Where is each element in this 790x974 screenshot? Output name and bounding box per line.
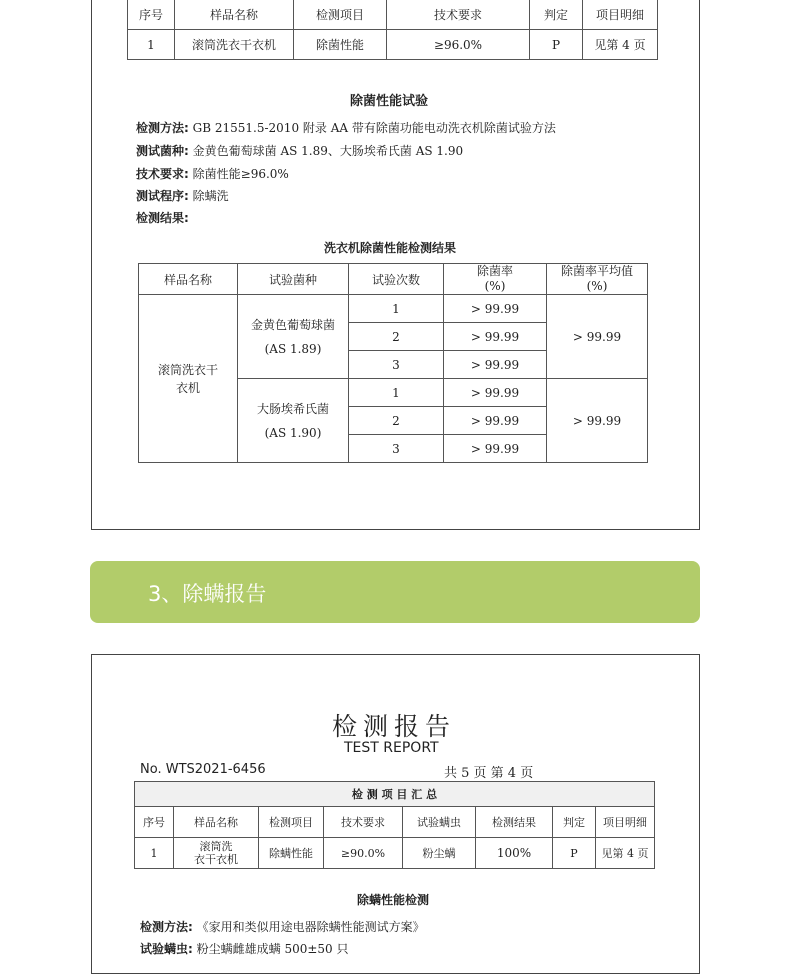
table-header: 技术要求 xyxy=(324,807,403,838)
table-cell: 滚筒洗衣干衣机 xyxy=(175,30,294,60)
run-cell: 3 xyxy=(349,435,444,463)
strain-cell xyxy=(238,379,349,463)
section-title: 除螨性能检测 xyxy=(357,893,430,907)
table-cell: P xyxy=(530,30,583,60)
table-header xyxy=(444,264,547,295)
rate-cell: > 99.99 xyxy=(444,323,547,351)
rate-cell: > 99.99 xyxy=(444,295,547,323)
requirement-line xyxy=(136,165,289,182)
method-line xyxy=(140,918,425,935)
header-unit: (%) xyxy=(586,279,608,293)
report-number: No. WTS2021-6456 xyxy=(140,762,266,777)
table-cell: 粉尘螨 xyxy=(403,838,476,869)
run-cell: 3 xyxy=(349,351,444,379)
table-cell: 除螨性能 xyxy=(259,838,324,869)
result-table-title: 洗衣机除菌性能检测结果 xyxy=(324,241,457,255)
run-cell: 1 xyxy=(349,379,444,407)
table-header: 判定 xyxy=(553,807,596,838)
summary-table xyxy=(127,0,658,60)
procedure-line xyxy=(136,187,229,204)
sample-name-line: 滚筒洗衣干 xyxy=(157,362,218,377)
table-header: 检测项目 xyxy=(294,0,387,30)
table-header: 判定 xyxy=(530,0,583,30)
table-cell: P xyxy=(553,838,596,869)
mite-value: 粉尘螨雌雄成螨 500±50 只 xyxy=(196,942,349,956)
method-label: 检测方法: xyxy=(136,121,189,135)
sample-cell xyxy=(139,295,238,463)
table-header: 试验次数 xyxy=(349,264,444,295)
strain-code: (AS 1.89) xyxy=(264,341,322,356)
result-label: 检测结果: xyxy=(136,211,189,225)
strain-name: 金黄色葡萄球菌 xyxy=(250,317,335,332)
result-table xyxy=(138,263,648,463)
sample-name-line: 衣机 xyxy=(175,380,200,395)
section-banner xyxy=(90,561,700,623)
strain-name: 大肠埃希氏菌 xyxy=(256,401,329,416)
table-cell: 100% xyxy=(476,838,553,869)
section-title: 除菌性能试验 xyxy=(350,94,429,109)
table-header: 项目明细 xyxy=(583,0,658,30)
table-row xyxy=(128,30,658,60)
report-title-en: TEST REPORT xyxy=(344,740,439,756)
table-header: 样品名称 xyxy=(174,807,259,838)
header-line: 除菌率平均值 xyxy=(560,264,633,278)
table-cell: 见第 4 页 xyxy=(596,838,655,869)
table-header: 技术要求 xyxy=(387,0,530,30)
method-line xyxy=(136,119,556,136)
procedure-label: 测试程序: xyxy=(136,189,189,203)
table-cell: 1 xyxy=(128,30,175,60)
table-cell: ≥96.0% xyxy=(387,30,530,60)
table-header: 样品名称 xyxy=(139,264,238,295)
requirement-value: 除菌性能≥96.0% xyxy=(192,167,289,181)
report-page-2 xyxy=(91,654,700,974)
mite-line xyxy=(140,940,349,957)
table-header xyxy=(547,264,648,295)
rate-cell: > 99.99 xyxy=(444,407,547,435)
table-row xyxy=(135,838,655,869)
method-value: 《家用和类似用途电器除螨性能测试方案》 xyxy=(196,920,425,934)
run-cell: 1 xyxy=(349,295,444,323)
table-cell xyxy=(174,838,259,869)
strain-value: 金黄色葡萄球菌 AS 1.89、大肠埃希氏菌 AS 1.90 xyxy=(192,144,464,158)
table-header: 序号 xyxy=(128,0,175,30)
mite-label: 试验螨虫: xyxy=(140,942,193,956)
average-cell: > 99.99 xyxy=(547,379,648,463)
run-cell: 2 xyxy=(349,407,444,435)
table-header: 样品名称 xyxy=(175,0,294,30)
method-value: GB 21551.5-2010 附录 AA 带有除菌功能电动洗衣机除菌试验方法 xyxy=(192,121,556,135)
strain-code: (AS 1.90) xyxy=(264,425,322,440)
banner-title: 3、除螨报告 xyxy=(148,582,267,606)
requirement-label: 技术要求: xyxy=(136,167,189,181)
strain-line xyxy=(136,142,463,159)
table-header-row xyxy=(135,807,655,838)
sample-name-line: 衣干衣机 xyxy=(194,853,238,866)
table-cell: 1 xyxy=(135,838,174,869)
result-line xyxy=(136,209,189,226)
table-header: 序号 xyxy=(135,807,174,838)
rate-cell: > 99.99 xyxy=(444,351,547,379)
run-cell: 2 xyxy=(349,323,444,351)
table-header: 试验菌种 xyxy=(238,264,349,295)
rate-cell: > 99.99 xyxy=(444,435,547,463)
table-row xyxy=(139,295,648,323)
table-header: 检测结果 xyxy=(476,807,553,838)
header-unit: (%) xyxy=(484,279,506,293)
page-count: 共 5 页 第 4 页 xyxy=(444,766,534,781)
strain-cell xyxy=(238,295,349,379)
header-line: 除菌率 xyxy=(476,264,513,278)
report-page-1 xyxy=(91,0,700,530)
table-header-row xyxy=(139,264,648,295)
average-cell: > 99.99 xyxy=(547,295,648,379)
table-header: 项目明细 xyxy=(596,807,655,838)
strain-label: 测试菌种: xyxy=(136,144,189,158)
table-header: 试验螨虫 xyxy=(403,807,476,838)
method-label: 检测方法: xyxy=(140,920,193,934)
table-title-row xyxy=(135,782,655,807)
rate-cell: > 99.99 xyxy=(444,379,547,407)
table-cell: 除菌性能 xyxy=(294,30,387,60)
sample-name-line: 滚筒洗 xyxy=(199,840,233,853)
table-title: 检 测 项 目 汇 总 xyxy=(135,782,655,807)
procedure-value: 除螨洗 xyxy=(192,189,229,203)
table-cell: 见第 4 页 xyxy=(583,30,658,60)
report-title: 检测报告 xyxy=(332,712,457,741)
table-header: 检测项目 xyxy=(259,807,324,838)
mite-summary-table xyxy=(134,781,655,869)
table-cell: ≥90.0% xyxy=(324,838,403,869)
table-header-row xyxy=(128,0,658,30)
